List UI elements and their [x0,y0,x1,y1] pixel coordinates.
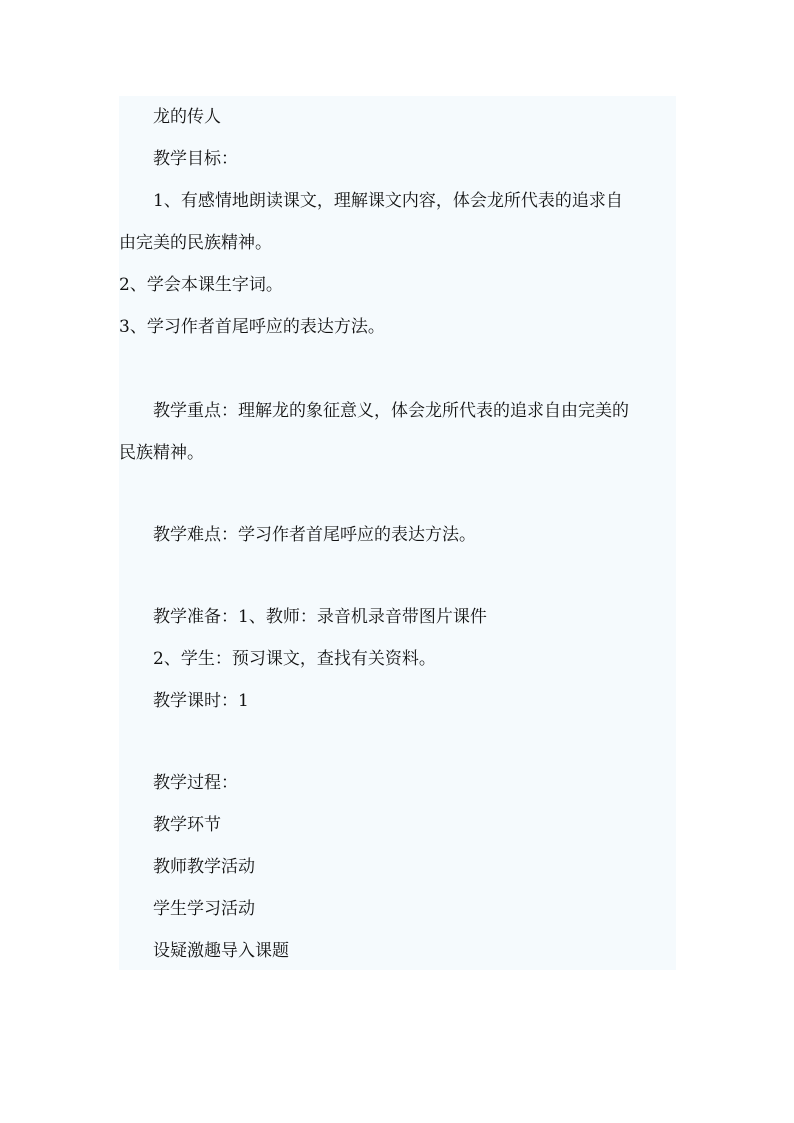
process-heading: 教学过程： [153,773,238,793]
objectives-heading: 教学目标： [153,149,238,169]
objective-2: 2、学会本课生字词。 [119,275,283,295]
key-point-line-2: 民族精神。 [119,443,204,463]
document-title: 龙的传人 [153,107,221,127]
objective-1-line-2: 由完美的民族精神。 [119,233,272,253]
process-step-1: 设疑激趣导入课题 [153,941,289,961]
preparation-line-2: 2、学生：预习课文，查找有关资料。 [153,649,436,669]
class-hours: 教学课时：1 [153,691,249,711]
objective-1-line-1: 1、有感情地朗读课文，理解课文内容，体会龙所代表的追求自 [153,191,623,211]
process-col-phase: 教学环节 [153,815,221,835]
process-col-teacher: 教师教学活动 [153,857,255,877]
preparation-line-1: 教学准备：1、教师：录音机录音带图片课件 [153,607,487,627]
key-point-line-1: 教学重点：理解龙的象征意义，体会龙所代表的追求自由完美的 [153,401,629,421]
objective-3: 3、学习作者首尾呼应的表达方法。 [119,317,385,337]
difficulty: 教学难点：学习作者首尾呼应的表达方法。 [153,525,476,545]
process-col-student: 学生学习活动 [153,899,255,919]
